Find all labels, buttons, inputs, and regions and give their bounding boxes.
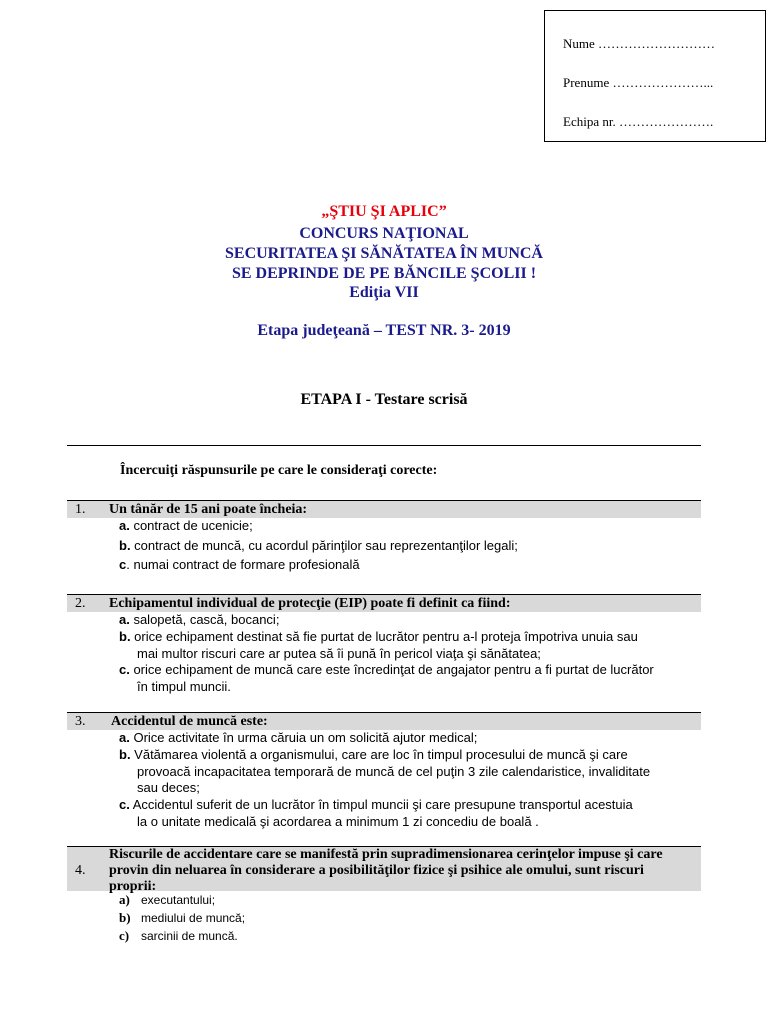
slogan: „ŞTIU ŞI APLIC” xyxy=(321,203,447,220)
option-4a[interactable]: a) executantului; xyxy=(119,892,216,907)
option-4b[interactable]: b) mediului de muncă; xyxy=(119,910,246,925)
question-text: Echipamentul individual de protecţie (EIP) poate fi definit ca fiind: xyxy=(109,596,511,611)
option-3a[interactable]: a. Orice activitate în urma căruia un om solicită ajutor medical; xyxy=(119,730,478,745)
edition: Ediţia VII xyxy=(349,284,419,301)
option-3c[interactable]: c. Accidentul suferit de un lucrător în timpul muncii şi care presupune transportul acestuia la o unitate medicală şi acordarea a minimum 1 zi concediu de boală . xyxy=(119,797,633,829)
team-number-field[interactable]: Echipa nr. …………………. xyxy=(563,114,714,129)
instructions: Încercuiţi răspunsurile pe care le consideraţi corecte: xyxy=(120,463,438,478)
contest-subtitle-2: SE DEPRINDE DE PE BĂNCILE ŞCOLII ! xyxy=(231,265,537,282)
option-2b[interactable]: b. orice echipament destinat să fie purtat de lucrător pentru a-l proteja împotriva unuia sau mai multor riscuri care ar putea să îi pună în pericol viaţa şi sănătatea; xyxy=(119,629,638,661)
option-1c[interactable]: c. numai contract de formare profesională xyxy=(119,557,360,572)
question-2 xyxy=(67,594,701,612)
question-number: 1. xyxy=(75,502,86,517)
question-1 xyxy=(67,500,701,518)
question-number: 3. xyxy=(75,714,86,729)
option-3b[interactable]: b. Vătămarea violentă a organismului, care are loc în timpul procesului de muncă şi care provoacă incapacitatea temporară de muncă de cel puţin 3 zile calendaristice, invaliditate sau deces; xyxy=(119,747,651,795)
option-2c[interactable]: c. orice echipament de muncă care este încredinţat de angajator pentru a fi purtat de lucrător în timpul muncii. xyxy=(119,662,654,694)
first-name-field[interactable]: Prenume …………………... xyxy=(563,75,714,90)
question-text: Accidentul de muncă este: xyxy=(111,714,268,729)
divider xyxy=(67,445,701,446)
option-1b[interactable]: b. contract de muncă, cu acordul părinţilor sau reprezentanţilor legali; xyxy=(119,538,518,553)
stage-title: Etapa judeţeană – TEST NR. 3- 2019 xyxy=(257,322,511,339)
question-3 xyxy=(67,712,701,730)
option-4c[interactable]: c) sarcinii de muncă. xyxy=(119,928,238,943)
identification-box xyxy=(544,10,766,142)
question-text: Riscurile de accidentare care se manifestă prin supradimensionarea cerinţelor impuse şi care provin din neluarea în considerare a posibilităţilor fizice şi psihice ale omului, sunt riscuri proprii: xyxy=(109,847,663,894)
contest-subtitle-1: SECURITATEA ŞI SĂNĂTATEA ÎN MUNCĂ xyxy=(225,245,543,262)
option-2a[interactable]: a. salopetă, cască, bocanci; xyxy=(119,612,280,627)
section-title: ETAPA I - Testare scrisă xyxy=(300,391,468,408)
name-field[interactable]: Nume ……………………… xyxy=(563,36,716,51)
question-text: Un tânăr de 15 ani poate încheia: xyxy=(109,502,308,517)
option-1a[interactable]: a. contract de ucenicie; xyxy=(119,518,253,533)
question-4 xyxy=(67,846,701,894)
question-number: 4. xyxy=(75,863,86,878)
question-number: 2. xyxy=(75,596,86,611)
contest-title: CONCURS NAŢIONAL xyxy=(299,225,469,242)
